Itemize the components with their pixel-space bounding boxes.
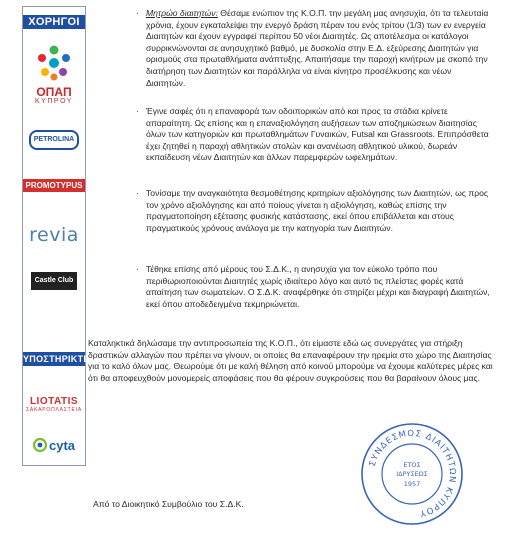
petrolina-logo-text: PETROLINA — [29, 130, 79, 150]
opap-logo-text: ΟΠΑΠ — [36, 85, 72, 99]
cyta-logo — [23, 432, 85, 458]
opap-logo — [23, 35, 85, 115]
signature-line: Από το Διοικητικό Συμβούλιο του Σ.Δ.Κ. — [93, 499, 244, 509]
castle-club-logo-text: Castle Club — [31, 272, 78, 290]
bullet: · — [136, 264, 139, 274]
opap-star-icon — [33, 44, 75, 84]
revia-logo — [23, 217, 85, 252]
paragraph-evaluation-criteria — [136, 188, 492, 234]
opap-logo-subtext: ΚΥΠΡΟΥ — [35, 98, 73, 105]
promotypus-logo-text: PROMOTYPUS — [23, 179, 86, 192]
stamp-line-1: ΕΤΟΣ — [403, 461, 421, 469]
liotatis-logo-subtext: ΣΑΚΑΡΟΠΛΑΣΤΕΙΑ — [25, 406, 82, 413]
castle-club-logo — [23, 265, 85, 297]
paragraph-text: Τονίσαμε την αναγκαιότητα θεσμοθέτησης κριτηρίων αξιολόγησης των Διαιτητών, ως προς τον χρόνο αξιολόγησης και από ποίους γίνεται η αξιολόγηση, καθώς επίσης την πραγματοποίηση εξέτασης φυσικής κατάστασης, εκεί όπου επιβάλλεται και στους πραγματικούς χρόνους ανάλογα με την κατηγορία των Διαιτητών. — [146, 188, 489, 233]
association-stamp — [358, 420, 466, 528]
promotypus-logo — [23, 172, 85, 198]
stamp-line-3: 1957 — [403, 480, 421, 488]
paragraph-marginalization — [136, 264, 492, 310]
paragraph-travel-allowances — [136, 106, 492, 164]
petrolina-logo — [23, 125, 85, 155]
liotatis-logo — [23, 389, 85, 419]
cyta-logo-text: cyta — [48, 437, 76, 453]
stamp-line-2: ΙΔΡΥΣΕΩΣ — [396, 470, 428, 478]
revia-logo-text: revia — [29, 223, 79, 246]
cyta-swirl-icon — [33, 438, 47, 452]
sponsors-header: ΧΟΡΗΓΟΙ — [23, 15, 85, 29]
bullet: · — [136, 188, 139, 198]
stamp-ring-text: ΣΥΝΔΕΣΜΟΣ ΔΙΑΙΤΗΤΩΝ ΚΥΠΡΟΥ — [367, 428, 458, 519]
liotatis-logo-text: LIOTATIS — [29, 395, 79, 407]
paragraph-title: Μητρώο διαιτητών: — [146, 8, 218, 18]
supporters-header: ΥΠΟΣΤΗΡΙΚΤΕΣ — [23, 354, 96, 364]
paragraph-text: Τέθηκε επίσης από μέρους του Σ.Δ.Κ., η ανησυχία για τον εύκολο τρόπο που περιθωριοποιούνται Διαιτητές χωρίς ιδιαίτερο λόγο και αυτό τις πλείστες φορές κατά απαίτηση των σωματείων. Ο Σ.Δ.Κ. αναφέρθηκε ότι στηρίζει μέχρι και διαγραφή Διαιτητών, εκεί όπου αποδεδειγμένα τεκμηριώνεται. — [146, 264, 490, 309]
bullet: · — [136, 8, 139, 18]
paragraph-conclusion: Καταληκτικά δηλώσαμε την αντιπροσωπεία της Κ.Ο.Π., ότι είμαστε εδώ ως συνεργάτες για στήριξη δραστικών αλλαγών που πρέπει να γίνουν, οι οποίες θα επαναφέρουν την ηρεμία στο χώρο της Διαιτησίας για το καλό όλων μας. Θεωρούμε ότι με καλή θέληση από κοινού μπορούμε να έχουμε καλύτερες μέρες και ότι θα αποφευχθούν μονομερείς αποφάσεις που θα φέρουν συγκρούσεις που θα βαραίνουν όλους μας. — [88, 338, 493, 383]
paragraph-text: Έγινε σαφές ότι η επαναφορά των οδοιπορικών από και προς τα στάδια κρίνετε απαραίτητη. Ως επίσης και η επαναξιολόγηση αυξήσεων των αποζημιώσεων διαιτησίας όλων των κατηγοριών και πρωταθλημάτων Γυναικών, Futsal και Grassroots. Επιπρόσθετα έχει ζητηθεί η παροχή αθλητικών στολών και ανανέωση αθλητικού υλικού, δωρεάν εκπαίδευση νέων Διαιτητών και άλλων παρεμφερών ωφελημάτων. — [146, 106, 489, 163]
paragraph-text: Θέσαμε ενώπιον της Κ.Ο.Π. την μεγάλη μας ανησυχία, ότι τα τελευταία χρόνια, έχουν εγκαταλείψει την ενεργό δράση πέραν του ενός τρίτου (1/3) των εν ενεργεία Διαιτητών και έχουν εγγραφεί περίπου 50 νέοι Διαιτητές. Ως αποτέλεσμα οι κατάλογοι συρρικνώνονται σε ανησυχητικό βαθμό, με δυσκολία στην Ε.Δ. εξεύρεσης Διαιτητών για ορισμούς στα πρωταθλήματα ανάπτυξης. Απαιτήσαμε την παροχή κινήτρων με σκοπό την διατήρηση των Διαιτητών και παράλληλα να είναι κίνητρο προσέλκυσης και νέων Διαιτητών. — [146, 8, 489, 88]
bullet: · — [136, 106, 139, 116]
paragraph-referee-registry — [136, 8, 492, 89]
sponsors-sidebar — [22, 6, 96, 466]
